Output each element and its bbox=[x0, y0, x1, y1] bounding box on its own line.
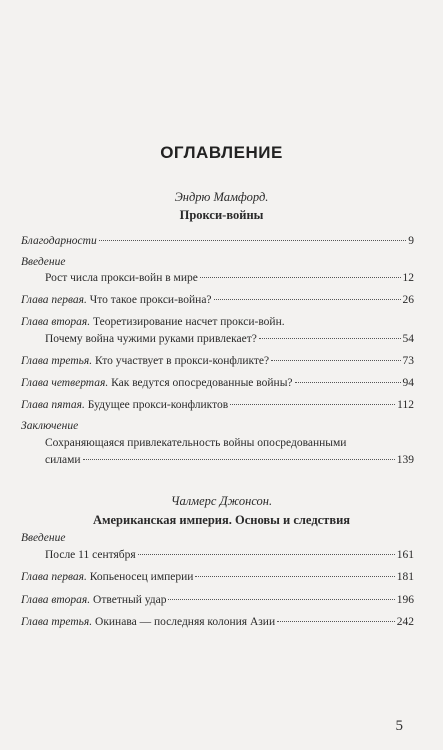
entry-lead: Глава вторая. bbox=[21, 316, 91, 328]
toc-entry bbox=[21, 593, 414, 607]
entry-lead: Глава третья. bbox=[21, 355, 93, 367]
entry-page: 26 bbox=[402, 294, 414, 306]
toc-entry bbox=[21, 570, 414, 584]
toc-entry bbox=[21, 436, 414, 450]
dot-leader bbox=[195, 576, 394, 577]
toc-entry bbox=[21, 615, 414, 629]
entry-page: 196 bbox=[396, 594, 414, 606]
toc-entry bbox=[21, 271, 414, 285]
entry-text: Будущее прокси-конфликтов bbox=[87, 399, 229, 411]
toc-entry bbox=[21, 293, 414, 307]
entry-page: 139 bbox=[396, 454, 414, 466]
entry-page: 94 bbox=[402, 377, 414, 389]
toc-entry bbox=[21, 255, 414, 269]
entry-lead: Введение bbox=[21, 256, 66, 268]
entry-lead: Введение bbox=[21, 532, 66, 544]
dot-leader bbox=[168, 599, 394, 600]
entry-page: 112 bbox=[397, 399, 414, 411]
entry-lead: Глава первая. bbox=[21, 571, 87, 583]
entry-lead: Глава первая. bbox=[21, 294, 87, 306]
page-heading: ОГЛАВЛЕНИЕ bbox=[160, 143, 283, 162]
entry-text: Что такое прокси-война? bbox=[89, 294, 212, 306]
toc-entry bbox=[21, 354, 414, 368]
entry-text: Теоретизирование насчет прокси-войн. bbox=[93, 316, 285, 328]
entry-page: 54 bbox=[402, 333, 414, 345]
toc-entry bbox=[21, 548, 414, 562]
entry-text: Как ведутся опосредованные войны? bbox=[111, 377, 293, 389]
dot-leader bbox=[99, 240, 407, 241]
toc-entry bbox=[21, 398, 414, 412]
entry-page: 242 bbox=[396, 616, 414, 628]
entry-text: Окинава — последняя колония Азии bbox=[95, 616, 276, 628]
entry-page: 161 bbox=[396, 549, 414, 561]
entry-lead: Благодарности bbox=[21, 235, 97, 247]
dot-leader bbox=[138, 554, 395, 555]
entry-page: 12 bbox=[402, 272, 414, 284]
dot-leader bbox=[200, 277, 401, 278]
section-author: Эндрю Мамфорд. bbox=[174, 190, 269, 204]
page-number: 5 bbox=[395, 718, 403, 734]
toc-entry bbox=[21, 453, 414, 467]
entry-text: Копьеносец империи bbox=[89, 571, 194, 583]
section-title: Прокси-войны bbox=[179, 208, 264, 222]
toc-entry bbox=[21, 376, 414, 390]
dot-leader bbox=[295, 382, 401, 383]
dot-leader bbox=[259, 338, 401, 339]
toc-entry bbox=[21, 234, 414, 248]
entry-text: Сохраняющаяся привлекательность войны опосредованными bbox=[45, 437, 347, 449]
entry-page: 9 bbox=[408, 235, 414, 247]
entry-text: После 11 сентября bbox=[45, 549, 136, 561]
entry-lead: Глава пятая. bbox=[21, 399, 85, 411]
dot-leader bbox=[83, 459, 395, 460]
entry-text: силами bbox=[45, 454, 81, 466]
entry-lead: Глава вторая. bbox=[21, 594, 91, 606]
dot-leader bbox=[230, 404, 395, 405]
dot-leader bbox=[277, 621, 395, 622]
toc-entry bbox=[21, 332, 414, 346]
dot-leader bbox=[214, 299, 401, 300]
toc-entry bbox=[21, 419, 414, 433]
section-title: Американская империя. Основы и следствия bbox=[92, 513, 351, 527]
entry-text: Ответный удар bbox=[93, 594, 167, 606]
section-author: Чалмерс Джонсон. bbox=[170, 494, 273, 508]
entry-lead: Заключение bbox=[21, 420, 79, 432]
toc-entry bbox=[21, 315, 414, 329]
entry-text: Кто участвует в прокси-конфликте? bbox=[95, 355, 270, 367]
toc-entry bbox=[21, 531, 414, 545]
entry-text: Рост числа прокси-войн в мире bbox=[45, 272, 198, 284]
entry-lead: Глава четвертая. bbox=[21, 377, 109, 389]
entry-text: Почему война чужими руками привлекает? bbox=[45, 333, 257, 345]
entry-page: 181 bbox=[396, 571, 414, 583]
entry-lead: Глава третья. bbox=[21, 616, 93, 628]
entry-page: 73 bbox=[402, 355, 414, 367]
dot-leader bbox=[271, 360, 400, 361]
